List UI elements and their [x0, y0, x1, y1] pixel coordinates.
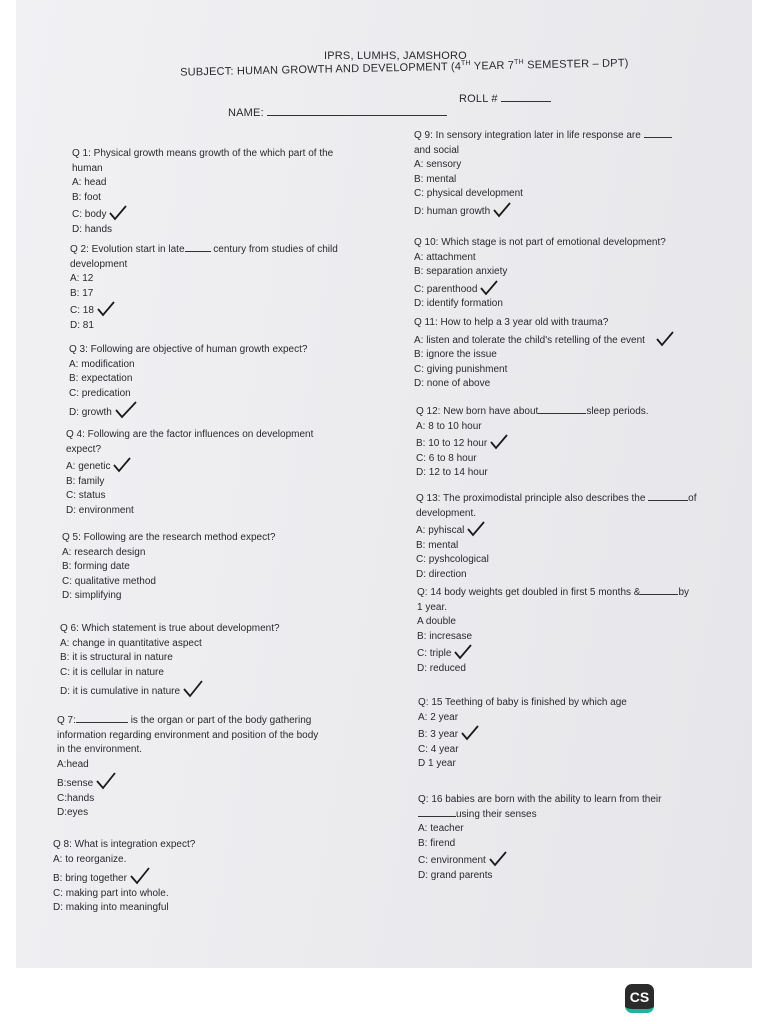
check-mark-icon	[114, 401, 138, 419]
question-4: Q 4: Following are the factor influences on development expect? A: genetic B: family C: status D: environment	[66, 429, 314, 516]
camscanner-logo: CS	[625, 984, 654, 1013]
question-15: Q: 15 Teething of baby is finished by which age A: 2 year B: 3 year C: 4 year D 1 year	[418, 697, 627, 769]
check-mark-icon	[489, 434, 509, 450]
question-6: Q 6: Which statement is true about development? A: change in quantitative aspect B: it is structural in nature C: it is cellular in nature D: it is cumulative in nature	[60, 623, 280, 697]
check-mark-icon	[453, 644, 473, 660]
check-mark-icon	[460, 725, 480, 741]
subject-title: SUBJECT: HUMAN GROWTH AND DEVELOPMENT (4TH YEAR 7TH SEMESTER – DPT)	[180, 57, 629, 79]
check-mark-icon	[655, 331, 675, 347]
check-mark-icon	[108, 205, 128, 221]
question-2: Q 2: Evolution start in late century from studies of child development A: 12 B: 17 C: 18 D: 81	[70, 244, 338, 331]
question-7: Q 7: is the organ or part of the body gathering information regarding environment and position of the body in the environment. A:head B:sense C:hands D:eyes	[57, 715, 319, 818]
question-16: Q: 16 babies are born with the ability to learn from their using their senses A: teacher B: firend C: environment D: grand parents	[418, 794, 662, 881]
check-mark-icon	[129, 867, 151, 885]
institute-title: IPRS, LUMHS, JAMSHORO	[324, 50, 467, 62]
question-5: Q 5: Following are the research method expect? A: research design B: forming date C: qualitative method D: simplifying	[62, 532, 276, 601]
question-12: Q 12: New born have about sleep periods. A: 8 to 10 hour B: 10 to 12 hour C: 6 to 8 hour D: 12 to 14 hour	[416, 406, 649, 478]
question-3: Q 3: Following are objective of human growth expect? A: modification B: expectation C: predication D: growth	[69, 344, 308, 418]
question-14: Q: 14 body weights get doubled in first 5 months & by 1 year. A double B: incresase C: triple D: reduced	[417, 587, 690, 674]
check-mark-icon	[466, 521, 486, 537]
question-1: Q 1: Physical growth means growth of the which part of the human A: head B: foot C: body D: hands	[72, 148, 334, 235]
name-field[interactable]: NAME:	[228, 107, 447, 119]
check-mark-icon	[488, 851, 508, 867]
check-mark-icon	[182, 680, 204, 698]
check-mark-icon	[479, 280, 499, 296]
question-13: Q 13: The proximodistal principle also describes the of development. A: pyhiscal B: mental C: pyshcological D: direction	[416, 493, 697, 580]
check-mark-icon	[96, 301, 116, 317]
check-mark-icon	[95, 772, 117, 790]
question-11: Q 11: How to help a 3 year old with trauma? A: listen and tolerate the child's retelling of the event B: ignore the issue C: giving punishment D: none of above	[414, 316, 675, 392]
question-8: Q 8: What is integration expect? A: to reorganize. B: bring together C: making part into whole. D: making into meaningful	[53, 839, 196, 913]
question-10: Q 10: Which stage is not part of emotional development? A: attachment B: separation anxiety C: parenthood D: identify formation	[414, 237, 666, 309]
question-9: Q 9: In sensory integration later in life response are and social A: sensory B: mental C: physical development D: human growth	[414, 129, 672, 219]
roll-field[interactable]: ROLL #	[459, 93, 551, 105]
check-mark-icon	[112, 457, 132, 473]
check-mark-icon	[492, 202, 512, 218]
